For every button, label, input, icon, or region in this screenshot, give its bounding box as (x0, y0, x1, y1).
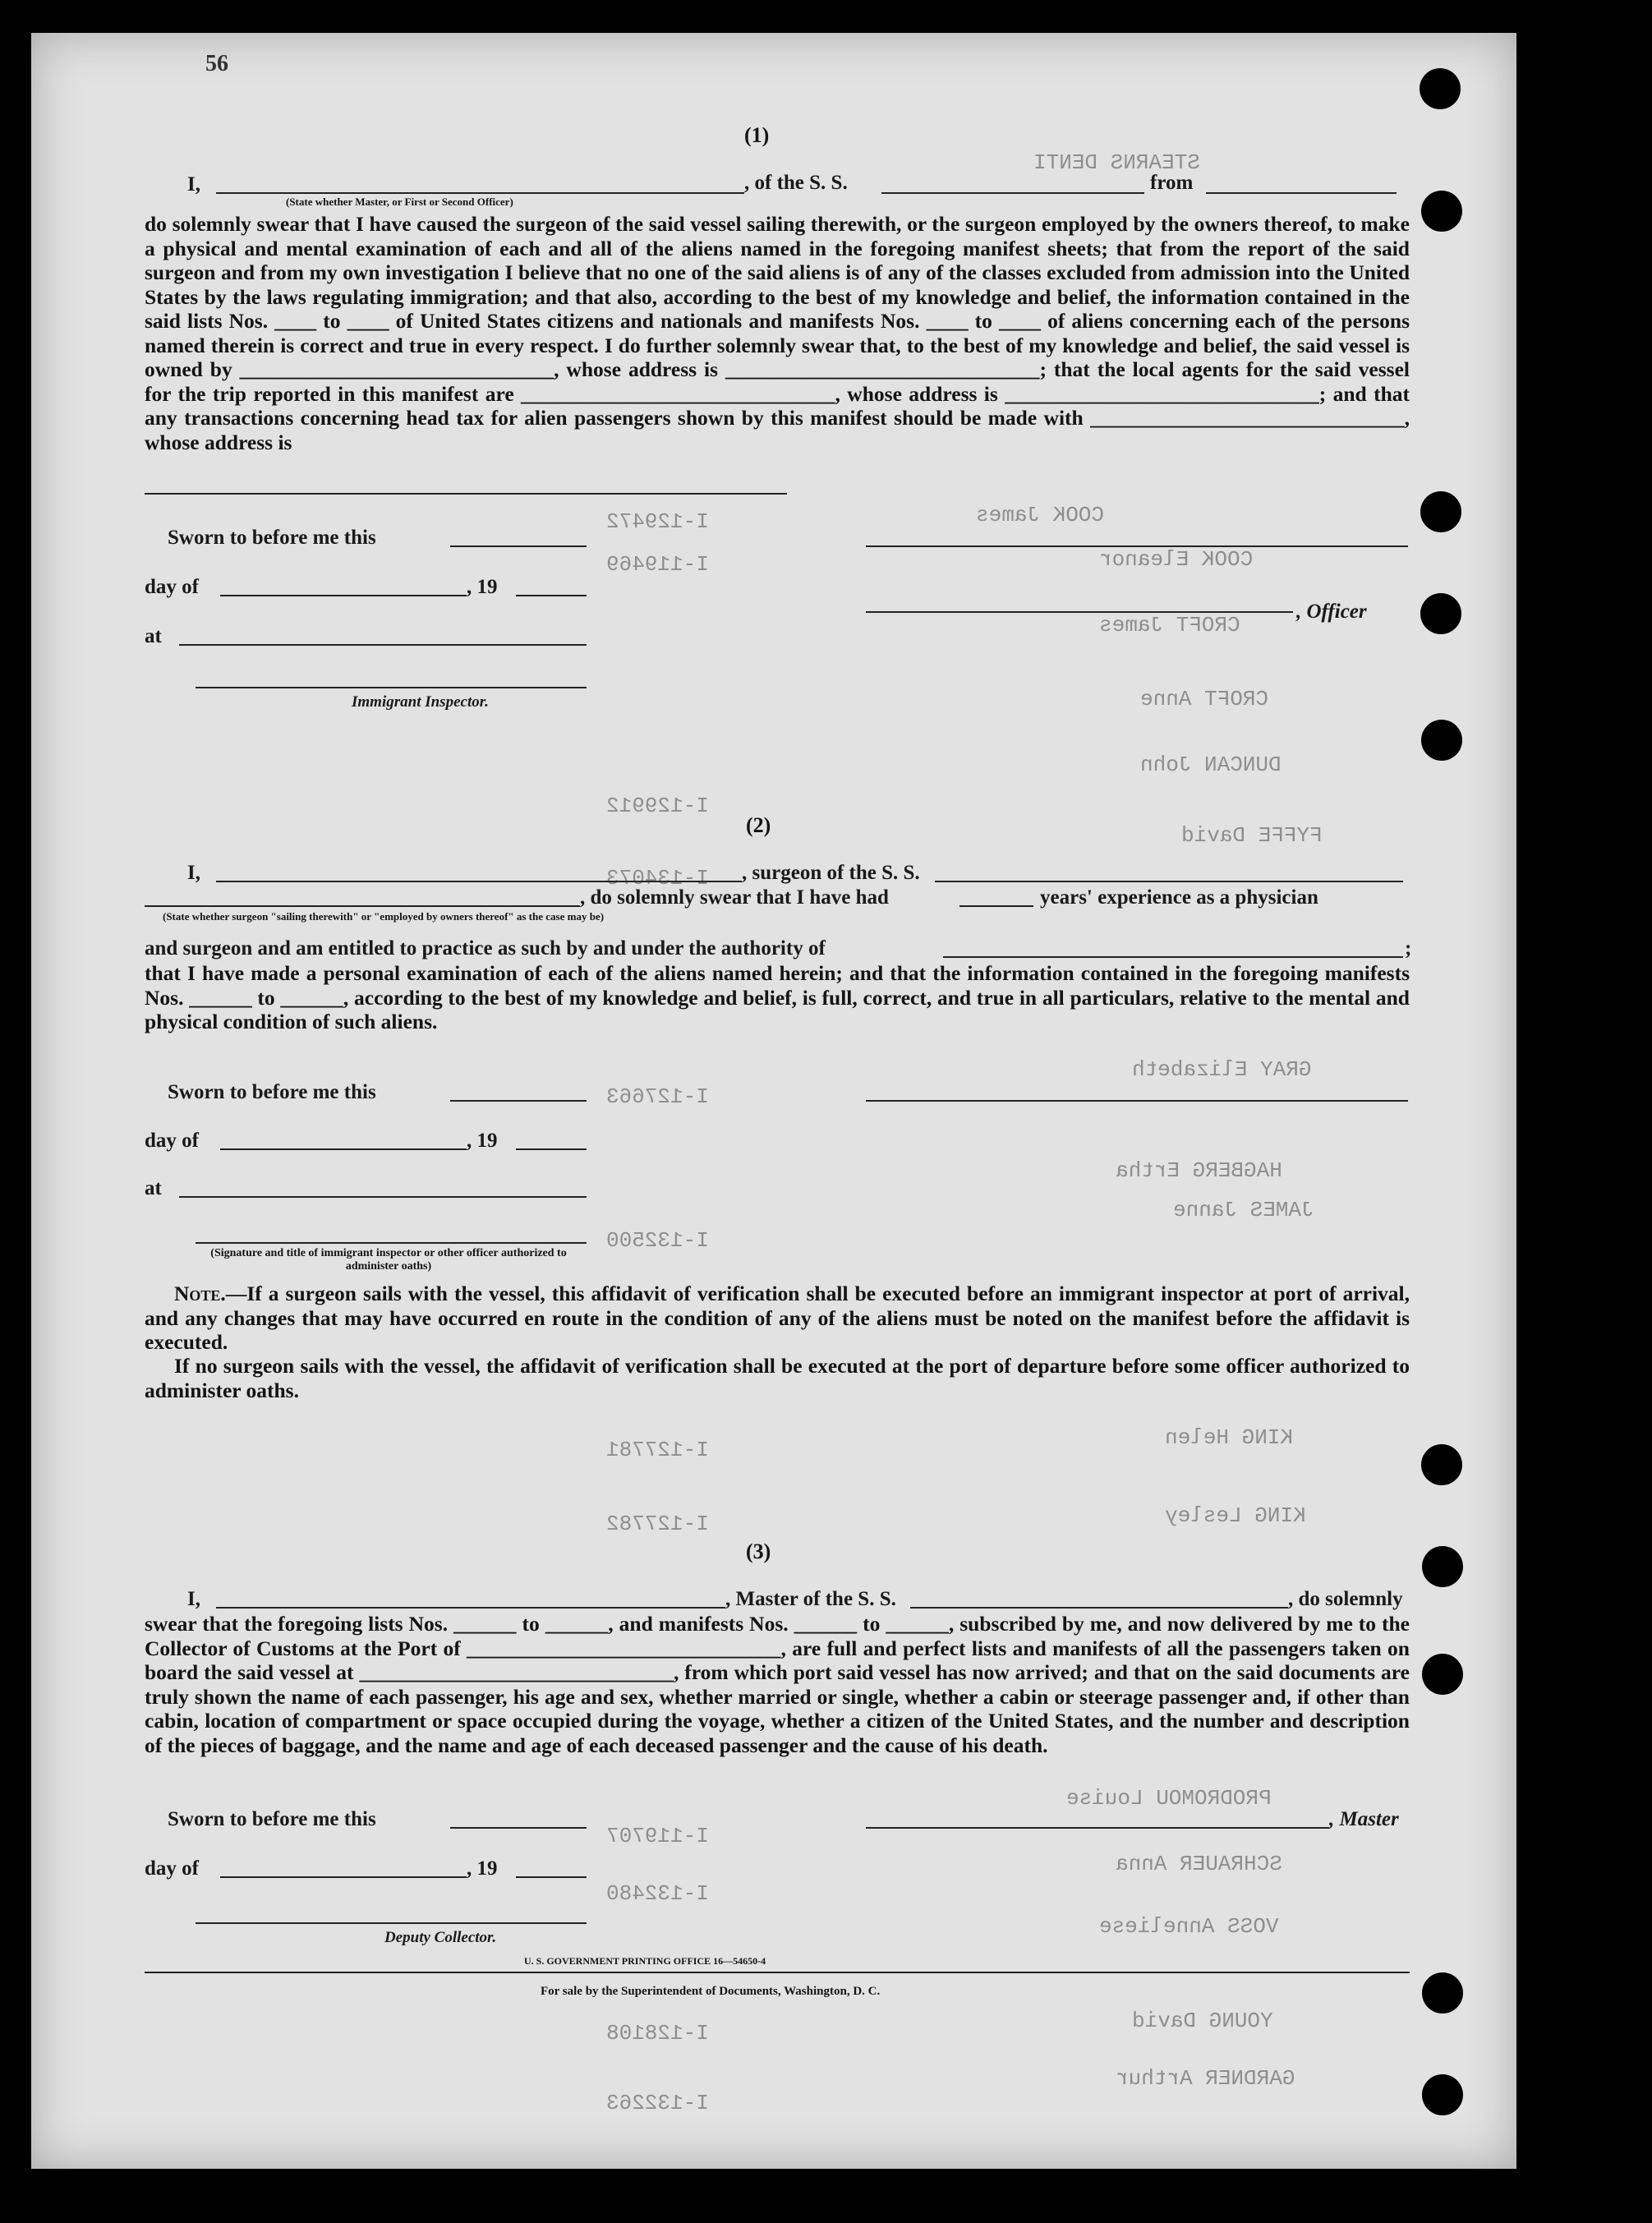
bleed-text: GRAY Elizabeth (1132, 1057, 1312, 1082)
year-label-1: , 19 (467, 576, 498, 598)
day-line-3[interactable] (220, 1876, 467, 1878)
bleed-text: VOSS Anneliese (1099, 1914, 1279, 1939)
officer-signature-line-top[interactable] (866, 545, 1408, 547)
section-2-body-2: that I have made a personal examination of each of the aliens named herein; and that the information contained in the foregoing manifests Nos. ______ to ______, according to the best of my knowledge and belief, is full, correct, and true in all particulars, relative to the mental and physical condition of such aliens. (145, 961, 1410, 1033)
bleed-text: PRODROMOU Louise (1066, 1786, 1272, 1811)
authority-line[interactable] (943, 956, 1403, 958)
at-line-2[interactable] (179, 1196, 587, 1198)
bleed-text: STEARNS DENTI (1033, 150, 1200, 175)
binder-hole (1422, 1546, 1463, 1587)
sworn-line-1[interactable] (450, 545, 587, 547)
note-label: Note. (174, 1282, 226, 1305)
for-sale-note: For sale by the Superintendent of Documents, Washington, D. C. (541, 1985, 881, 1998)
bleed-text: I-128108 (606, 2021, 709, 2046)
bleed-text: GARDNER Arthur (1116, 2066, 1295, 2091)
signature-note: (Signature and title of immigrant inspector or other officer authorized to administer oaths) (210, 1247, 567, 1273)
bleed-text: SCHRAUER Anna (1116, 1852, 1282, 1876)
day-line-2[interactable] (220, 1148, 467, 1150)
day-line-1[interactable] (220, 595, 467, 596)
binder-hole (1421, 1444, 1462, 1485)
vessel-name-line[interactable] (881, 192, 1144, 194)
years-label: years' experience as a physician (1040, 886, 1318, 909)
day-of-label-3: day of (145, 1857, 199, 1880)
bleed-text: I-127782 (606, 1512, 709, 1536)
oath-i-3: I, (187, 1588, 200, 1610)
bleed-text: I-129472 (606, 509, 709, 534)
bleed-text: I-119469 (606, 552, 709, 577)
sworn-label-3: Sworn to before me this (168, 1808, 376, 1830)
sworn-label-2: Sworn to before me this (168, 1081, 376, 1103)
bleed-text: FYFFE David (1181, 823, 1323, 848)
surgeon-status-line[interactable] (145, 905, 580, 907)
section-2-number: (2) (746, 813, 771, 837)
at-label-2: at (145, 1177, 162, 1199)
binder-hole (1420, 593, 1461, 634)
oath-i-2: I, (187, 862, 200, 884)
surgeon-vessel-line[interactable] (935, 881, 1403, 882)
semicolon: ; (1405, 937, 1412, 960)
bleed-text: JAMES Janne (1173, 1198, 1314, 1222)
inspector-signature-line[interactable] (196, 687, 587, 688)
inspector-signature-line-2[interactable] (196, 1242, 587, 1244)
master-name-line-3[interactable] (216, 1607, 725, 1609)
officer-signature-line[interactable] (866, 611, 1293, 613)
master-label: , Master (1329, 1808, 1399, 1830)
footer-rule (145, 1972, 1410, 1973)
year-label-3: , 19 (467, 1857, 498, 1880)
master-signature-line[interactable] (866, 1827, 1329, 1829)
year-label-2: , 19 (467, 1130, 498, 1152)
surgeon-note: (State whether surgeon "sailing therewith" or "employed by owners thereof" as the case may be) (163, 910, 605, 923)
sworn-line-2[interactable] (450, 1100, 587, 1102)
bleed-text: I-134073 (606, 866, 709, 891)
year-line-1[interactable] (516, 595, 587, 596)
year-line-2[interactable] (516, 1148, 587, 1150)
bleed-text: I-132263 (606, 2091, 709, 2115)
bleed-text: I-127663 (606, 1084, 709, 1109)
head-tax-address-line[interactable] (145, 493, 787, 495)
at-line-1[interactable] (179, 644, 587, 646)
day-of-label-1: day of (145, 576, 199, 598)
bleed-text: COOK Eleanor (1099, 547, 1254, 572)
bleed-text: I-132500 (606, 1228, 709, 1253)
inspector-label: Immigrant Inspector. (352, 693, 489, 711)
of-the-ss-label: , of the S. S. (744, 172, 848, 194)
section-1-body: do solemnly swear that I have caused the surgeon of the said vessel sailing therewith, or the surgeon employed by the owners thereof, to make a physical and mental examination of each and all of the aliens named in the foregoing manifest sheets; that from the report of the said surgeon and from my own investigation I believe that no one of the said aliens is of any of the classes excluded from admission into the United States by the laws regulating immigration; and that also, according to the best of my knowledge and belief, the information contained in the said lists Nos. ____ to ____ of United States citizens and nationals and manifests Nos. ____ to ____ of aliens concerning each of the persons named therein is correct and true in every respect. I do further solemnly swear that, to the best of my knowledge and belief, the said vessel is owned by ______________________________, whose address is ______________________________; that the local agents for the said vessel for the trip reported in this manifest are ______________________________, whose address is ______________________________; and that any transactions concerning head tax for alien passengers shown by this manifest should be made with ______________________________, whose address is (145, 212, 1410, 454)
binder-hole (1422, 1972, 1463, 2014)
binder-hole (1422, 1654, 1463, 1695)
bleed-text: CROFT James (1099, 613, 1240, 637)
master-of-label: , Master of the S. S. (725, 1588, 896, 1610)
bleed-text: HAGBERG Ertha (1116, 1158, 1282, 1183)
note-2: If no surgeon sails with the vessel, the affidavit of verification shall be executed at the port of departure before some officer authorized to administer oaths. (145, 1354, 1410, 1402)
do-solemnly-label: , do solemnly (1288, 1588, 1403, 1610)
bleed-text: I-129912 (606, 794, 709, 818)
note-text: —If a surgeon sails with the vessel, this affidavit of verification shall be executed before an immigrant inspector at port of arrival, and any changes that may have occurred en route in the condition of any of the aliens must be noted on the manifest before the affidavit is executed. (145, 1282, 1410, 1354)
bleed-text: CROFT Anne (1140, 687, 1269, 711)
day-of-label-2: day of (145, 1130, 199, 1152)
collector-signature-line[interactable] (196, 1922, 587, 1924)
binder-hole (1420, 68, 1461, 109)
binder-hole (1421, 720, 1462, 761)
section-3-number: (3) (746, 1540, 771, 1563)
section-2-body-1: and surgeon and am entitled to practice as such by and under the authority of (145, 937, 826, 960)
master-name-line[interactable] (216, 192, 744, 194)
bleed-text: COOK James (976, 503, 1105, 527)
bleed-text: I-119707 (606, 1824, 709, 1848)
from-port-line[interactable] (1206, 192, 1397, 194)
printing-office: U. S. GOVERNMENT PRINTING OFFICE 16—54650-4 (524, 1955, 766, 1967)
manifest-page (31, 33, 1516, 2169)
bleed-text: KING Helen (1165, 1425, 1294, 1450)
binder-hole (1422, 2074, 1463, 2115)
section-1-number: (1) (744, 123, 770, 147)
section-3-body: swear that the foregoing lists Nos. ______ to ______, and manifests Nos. ______ to ______, subscribed by me, and now delivered by me to the Collector of Customs at the Port of ______________________________, are full and perfect lists and manifests of all the passengers taken on board the said vessel at ______________________________, from which port said vessel has now arrived; and that on the said documents are truly shown the name of each passenger, his age and sex, whether married or single, whether a cabin or steerage passenger and, if other than cabin, location of compartment or space occupied during the voyage, whether a citizen of the United States, and the number and description of the pieces of baggage, and the name and age of each deceased passenger and the cause of his death. (145, 1612, 1410, 1757)
year-line-3[interactable] (516, 1876, 587, 1878)
at-label-1: at (145, 625, 162, 647)
sworn-label-1: Sworn to before me this (168, 527, 376, 549)
collector-label: Deputy Collector. (384, 1929, 497, 1946)
master-vessel-line[interactable] (910, 1607, 1288, 1609)
binder-hole (1420, 491, 1461, 532)
swear-label: , do solemnly swear that I have had (580, 886, 889, 909)
bleed-text: KING Lesley (1165, 1503, 1306, 1528)
bleed-text: I-127781 (606, 1438, 709, 1462)
sworn-line-3[interactable] (450, 1827, 587, 1829)
oath-i: I, (187, 173, 200, 196)
bleed-text: I-132480 (606, 1881, 709, 1906)
from-label: from (1150, 172, 1194, 194)
master-note: (State whether Master, or First or Second Officer) (286, 196, 513, 208)
officer-label: , Officer (1296, 601, 1367, 623)
surgeon-signature-line[interactable] (866, 1100, 1408, 1102)
corner-number: 56 (205, 51, 228, 76)
surgeon-name-line[interactable] (216, 881, 742, 882)
surgeon-of-label: , surgeon of the S. S. (742, 862, 920, 884)
bleed-text: DUNCAN John (1140, 753, 1282, 777)
years-line[interactable] (959, 905, 1033, 907)
bleed-text: YOUNG David (1132, 2009, 1273, 2033)
binder-hole (1421, 191, 1462, 232)
surgeon-note-paragraph (145, 1282, 1410, 1355)
